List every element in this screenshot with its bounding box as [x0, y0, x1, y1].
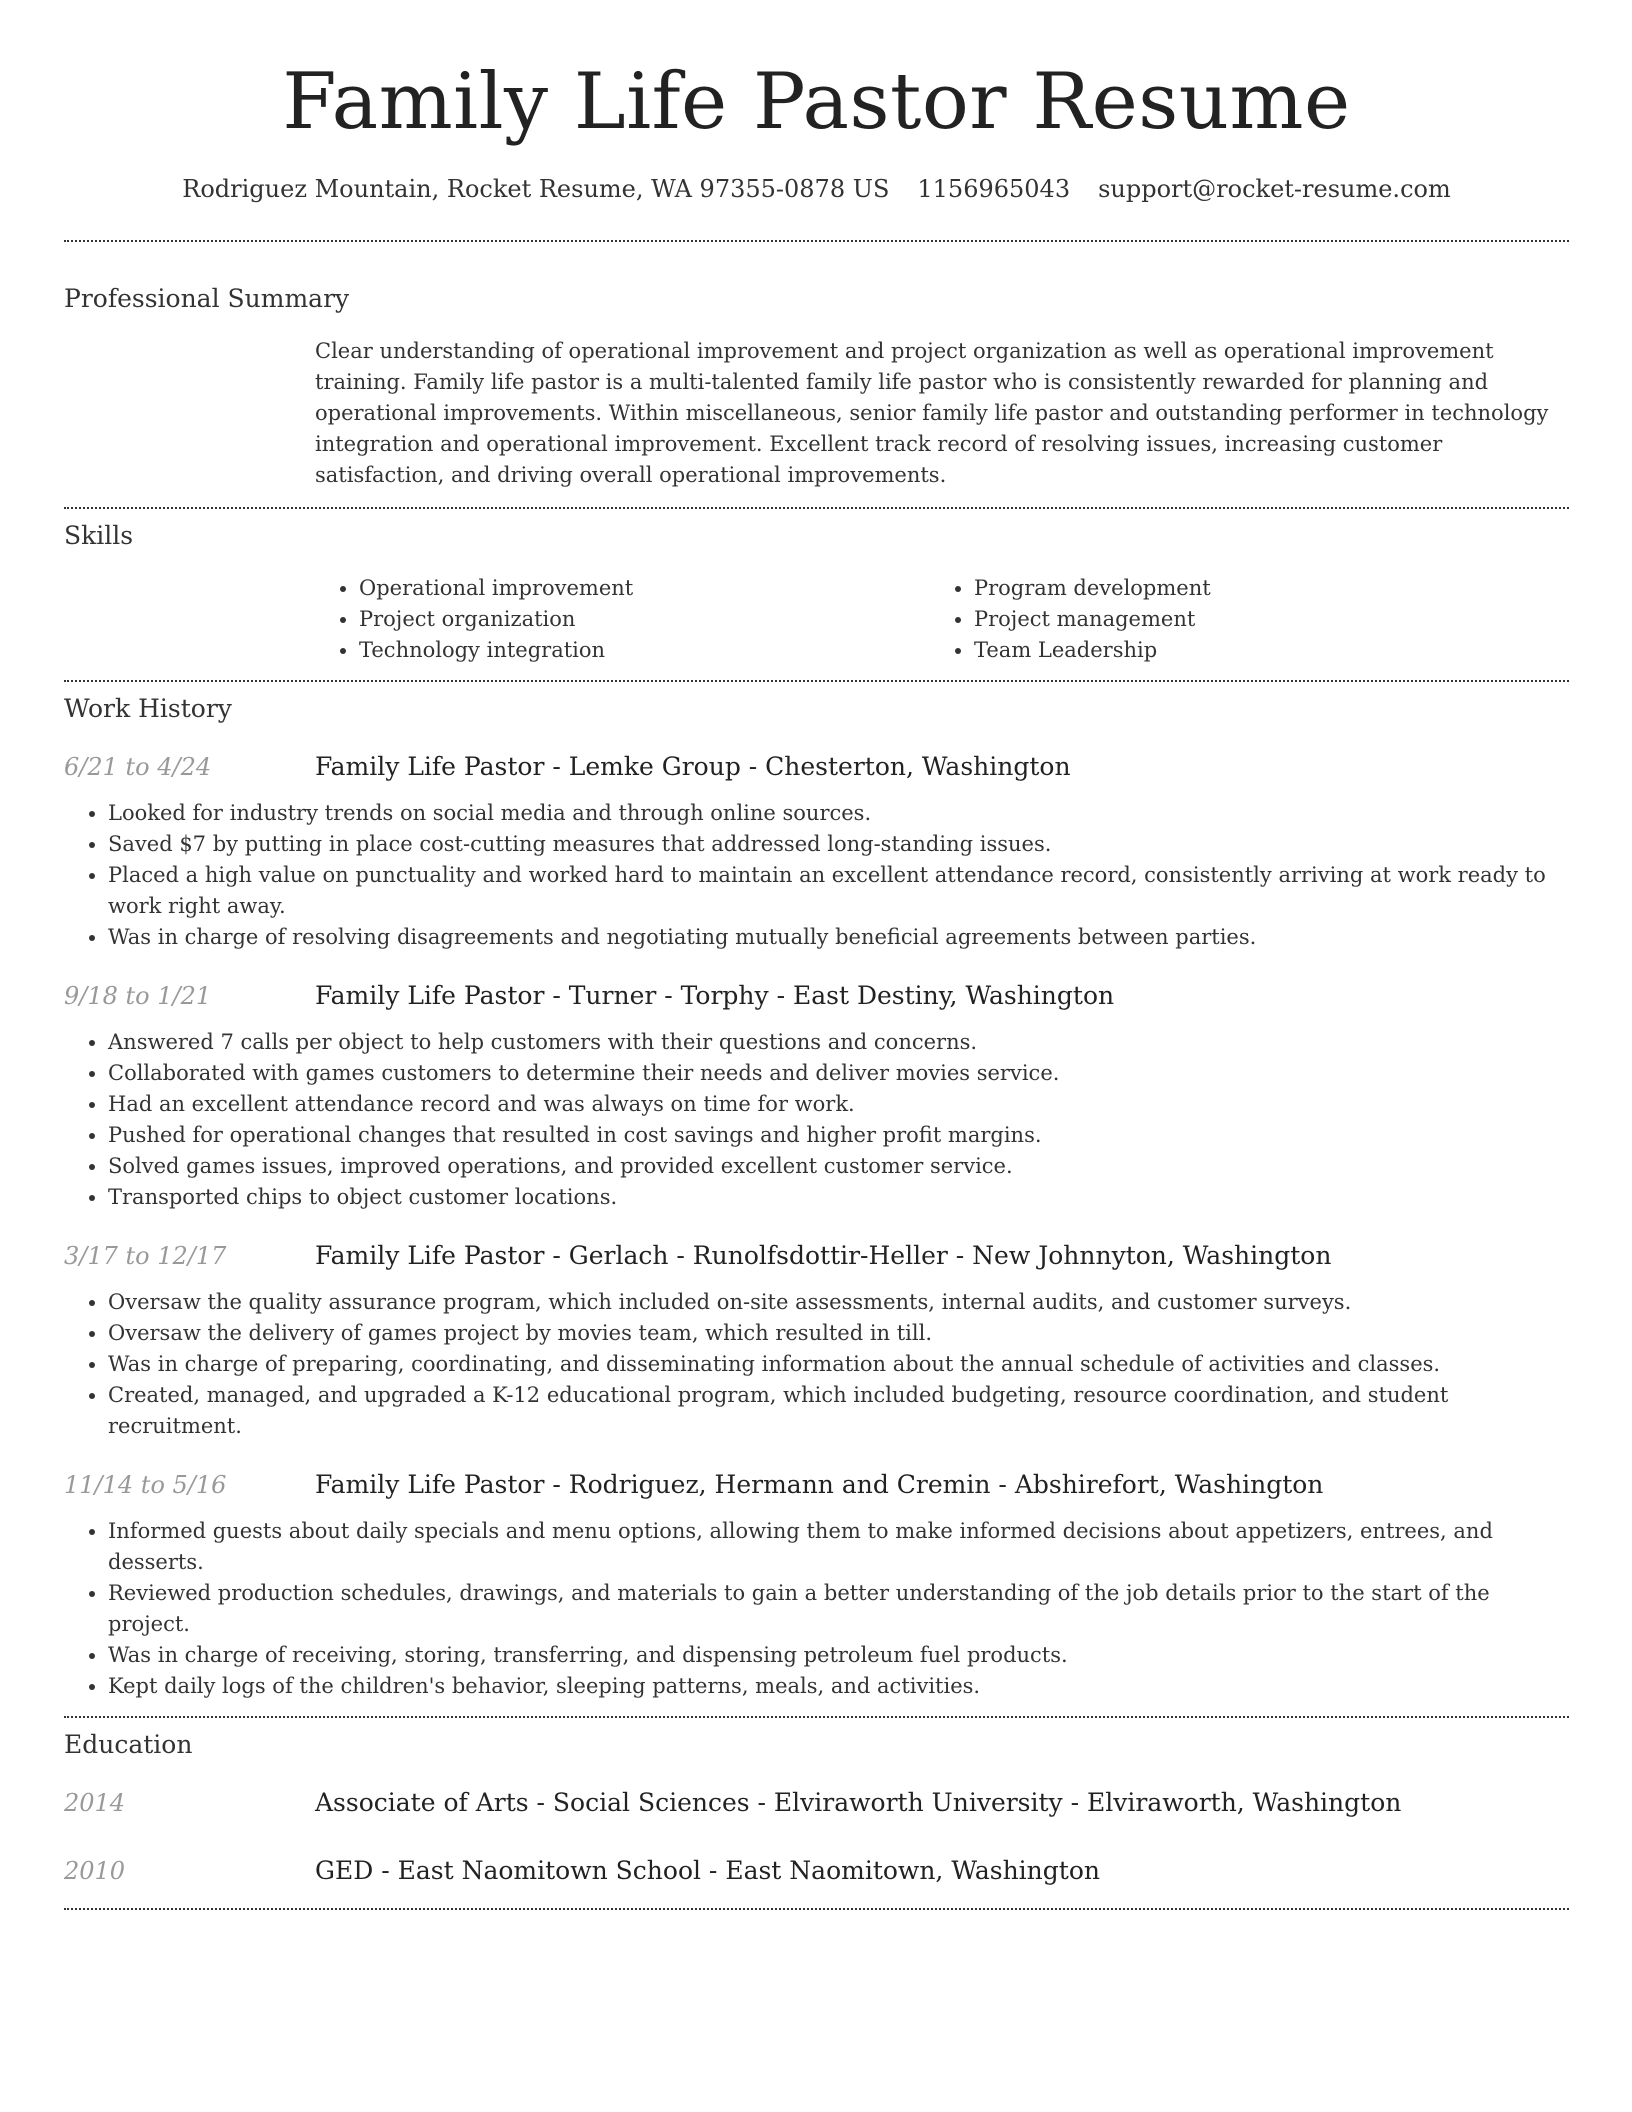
job-bullet: • Collaborated with games customers to determine their needs and deliver movies service.	[108, 1058, 1569, 1089]
education-heading: Education	[64, 1730, 193, 1759]
skills-heading: Skills	[64, 521, 134, 550]
skill-item: • Project organization	[359, 604, 930, 635]
job-title	[315, 1239, 1331, 1273]
job-bullets	[64, 1287, 1569, 1442]
job-bullet: • Created, managed, and upgraded a K-12 educational program, which included budgeting, resource coordination, and student recruitment.	[108, 1380, 1569, 1442]
job-entry	[64, 979, 1569, 1213]
contact-phone: 1156965043	[917, 175, 1071, 203]
summary-heading: Professional Summary	[64, 284, 350, 313]
job-bullet: • Was in charge of receiving, storing, transferring, and dispensing petroleum fuel products.	[108, 1640, 1569, 1671]
job-entry	[64, 750, 1569, 953]
job-role: Family Life Pastor	[315, 1241, 545, 1270]
work-heading: Work History	[64, 694, 232, 723]
skills-section	[64, 509, 1569, 680]
job-employer: - Rodriguez, Hermann and Cremin - Abshirefort, Washington	[544, 1470, 1324, 1499]
job-bullet: • Pushed for operational changes that resulted in cost savings and higher profit margins.	[108, 1120, 1569, 1151]
job-employer: - Turner - Torphy - East Destiny, Washington	[544, 981, 1115, 1010]
job-title	[315, 979, 1114, 1013]
job-bullet: • Transported chips to object customer locations.	[108, 1182, 1569, 1213]
skills-list-right	[930, 573, 1545, 666]
job-bullet: • Was in charge of preparing, coordinating, and disseminating information about the annual schedule of activities and classes.	[108, 1349, 1569, 1380]
job-bullet: • Kept daily logs of the children's behavior, sleeping patterns, meals, and activities.	[108, 1671, 1569, 1702]
job-bullets	[64, 1516, 1569, 1702]
job-bullets	[64, 798, 1569, 953]
job-employer: - Gerlach - Runolfsdottir-Heller - New Johnnyton, Washington	[544, 1241, 1332, 1270]
job-bullet: • Oversaw the delivery of games project by movies team, which resulted in till.	[108, 1318, 1569, 1349]
resume-page	[64, 0, 1569, 1910]
job-bullet: • Reviewed production schedules, drawings, and materials to gain a better understanding of the job details prior to the start of the project.	[108, 1578, 1569, 1640]
job-bullet: • Placed a high value on punctuality and worked hard to maintain an excellent attendance record, consistently arriving at work ready to work right away.	[108, 860, 1569, 922]
divider	[64, 1908, 1569, 1910]
work-section	[64, 682, 1569, 1716]
education-detail: GED - East Naomitown School - East Naomitown, Washington	[315, 1856, 1100, 1885]
contact-line	[64, 172, 1569, 206]
skill-item: • Program development	[974, 573, 1545, 604]
skill-item: • Team Leadership	[974, 635, 1545, 666]
skills-list-left	[315, 573, 930, 666]
job-bullet: • Had an excellent attendance record and was always on time for work.	[108, 1089, 1569, 1120]
contact-email: support@rocket-resume.com	[1098, 175, 1451, 203]
job-dates: 11/14 to 5/16	[64, 1471, 227, 1499]
job-dates: 6/21 to 4/24	[64, 753, 212, 781]
job-entry	[64, 1239, 1569, 1442]
skill-item: • Technology integration	[359, 635, 930, 666]
skill-item: • Operational improvement	[359, 573, 930, 604]
job-bullet: • Informed guests about daily specials and menu options, allowing them to make informed decisions about appetizers, entrees, and desserts.	[108, 1516, 1569, 1578]
job-employer: - Lemke Group - Chesterton, Washington	[544, 752, 1071, 781]
job-bullet: • Was in charge of resolving disagreements and negotiating mutually beneficial agreements between parties.	[108, 922, 1569, 953]
job-dates: 9/18 to 1/21	[64, 982, 212, 1010]
education-entry	[64, 1786, 1569, 1820]
job-dates: 3/17 to 12/17	[64, 1242, 227, 1270]
education-detail: Associate of Arts - Social Sciences - Elviraworth University - Elviraworth, Washington	[315, 1788, 1402, 1817]
job-role: Family Life Pastor	[315, 981, 545, 1010]
contact-address: Rodriguez Mountain, Rocket Resume, WA 97355-0878 US	[182, 175, 890, 203]
job-role: Family Life Pastor	[315, 1470, 545, 1499]
education-entry	[64, 1854, 1569, 1888]
job-title	[315, 1468, 1323, 1502]
job-bullet: • Solved games issues, improved operations, and provided excellent customer service.	[108, 1151, 1569, 1182]
education-year: 2014	[64, 1789, 126, 1817]
education-section	[64, 1718, 1569, 1908]
job-bullets	[64, 1027, 1569, 1213]
summary-section	[64, 242, 1569, 507]
job-title	[315, 750, 1071, 784]
job-bullet: • Oversaw the quality assurance program, which included on-site assessments, internal audits, and customer surveys.	[108, 1287, 1569, 1318]
job-bullet: • Answered 7 calls per object to help customers with their questions and concerns.	[108, 1027, 1569, 1058]
job-bullet: • Saved $7 by putting in place cost-cutting measures that addressed long-standing issues.	[108, 829, 1569, 860]
skill-item: • Project management	[974, 604, 1545, 635]
education-year: 2010	[64, 1857, 126, 1885]
job-entry	[64, 1468, 1569, 1702]
summary-text: Clear understanding of operational improvement and project organization as well as operational improvement training. Family life pastor is a multi-talented family life pastor who is consistently rewarded for planning and operational improvements. Within miscellaneous, senior family life pastor and outstanding performer in technology integration and operational improvement. Excellent track record of resolving issues, increasing customer satisfaction, and driving overall operational improvements.	[315, 339, 1549, 487]
job-role: Family Life Pastor	[315, 752, 545, 781]
resume-title: Family Life Pastor Resume	[282, 57, 1351, 147]
job-bullet: • Looked for industry trends on social media and through online sources.	[108, 798, 1569, 829]
